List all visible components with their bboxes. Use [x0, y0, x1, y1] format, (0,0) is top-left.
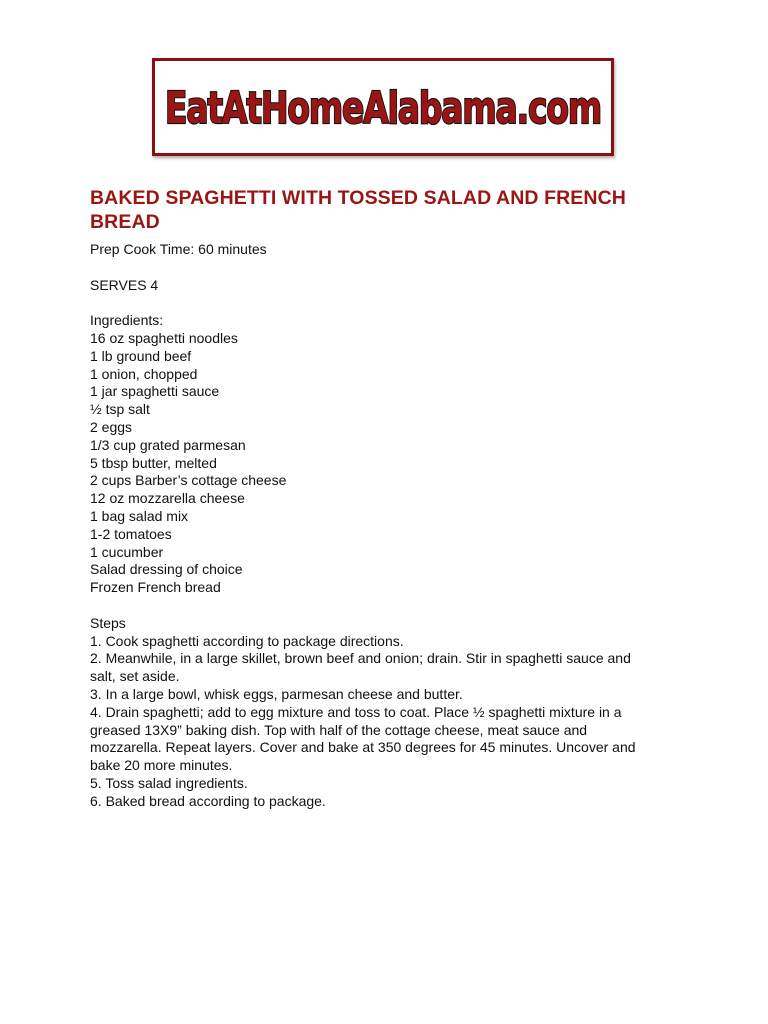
ingredient-item: 1 cucumber	[90, 543, 164, 560]
step-line: 2. Meanwhile, in a large skillet, brown beef and onion; drain. Stir in spaghetti sauce and	[90, 650, 631, 667]
step-line: 6. Baked bread according to package.	[90, 792, 326, 809]
recipe-content	[90, 186, 690, 811]
recipe-title-line: BREAD	[90, 211, 160, 233]
ingredients-list	[90, 330, 690, 597]
step-line: salt, set aside.	[90, 668, 180, 685]
steps-list	[90, 633, 690, 811]
ingredient-item: 1 bag salad mix	[90, 507, 189, 524]
ingredient-item: 2 cups Barber’s cottage cheese	[90, 472, 287, 489]
ingredient-item: Salad dressing of choice	[90, 561, 243, 578]
site-logo-text: EatAtHomeAlabama.com	[165, 83, 601, 134]
step-line: greased 13X9” baking dish. Top with half of the cottage cheese, meat sauce and	[90, 721, 588, 738]
ingredient-item: 2 eggs	[90, 418, 133, 435]
step-line: mozzarella. Repeat layers. Cover and bake at 350 degrees for 45 minutes. Uncover and	[90, 739, 636, 756]
serves-count: SERVES 4	[90, 276, 159, 293]
step-line: 1. Cook spaghetti according to package directions.	[90, 632, 404, 649]
ingredient-item: 1 onion, chopped	[90, 365, 198, 382]
ingredient-item: 16 oz spaghetti noodles	[90, 329, 238, 346]
step-line: bake 20 more minutes.	[90, 757, 233, 774]
step-line: 3. In a large bowl, whisk eggs, parmesan cheese and butter.	[90, 685, 463, 702]
ingredient-item: Frozen French bread	[90, 579, 221, 596]
ingredient-item: 5 tbsp butter, melted	[90, 454, 217, 471]
ingredient-item: 1 lb ground beef	[90, 347, 192, 364]
ingredient-item: 1/3 cup grated parmesan	[90, 436, 246, 453]
site-logo	[152, 58, 614, 156]
ingredients-heading: Ingredients:	[90, 312, 164, 329]
step-line: 5. Toss salad ingredients.	[90, 774, 248, 791]
prep-cook-time: Prep Cook Time: 60 minutes	[90, 241, 267, 257]
ingredient-item: 1 jar spaghetti sauce	[90, 383, 220, 400]
recipe-title	[90, 186, 690, 234]
recipe-title-line: BAKED SPAGHETTI WITH TOSSED SALAD AND FRENCH	[90, 187, 626, 209]
ingredient-item: 1-2 tomatoes	[90, 525, 172, 542]
step-line: 4. Drain spaghetti; add to egg mixture and toss to coat. Place ½ spaghetti mixture in a	[90, 703, 622, 720]
ingredient-item: 12 oz mozzarella cheese	[90, 490, 245, 507]
steps-heading: Steps	[90, 614, 126, 631]
site-logo-wordmark	[158, 64, 608, 150]
ingredient-item: ½ tsp salt	[90, 401, 150, 418]
